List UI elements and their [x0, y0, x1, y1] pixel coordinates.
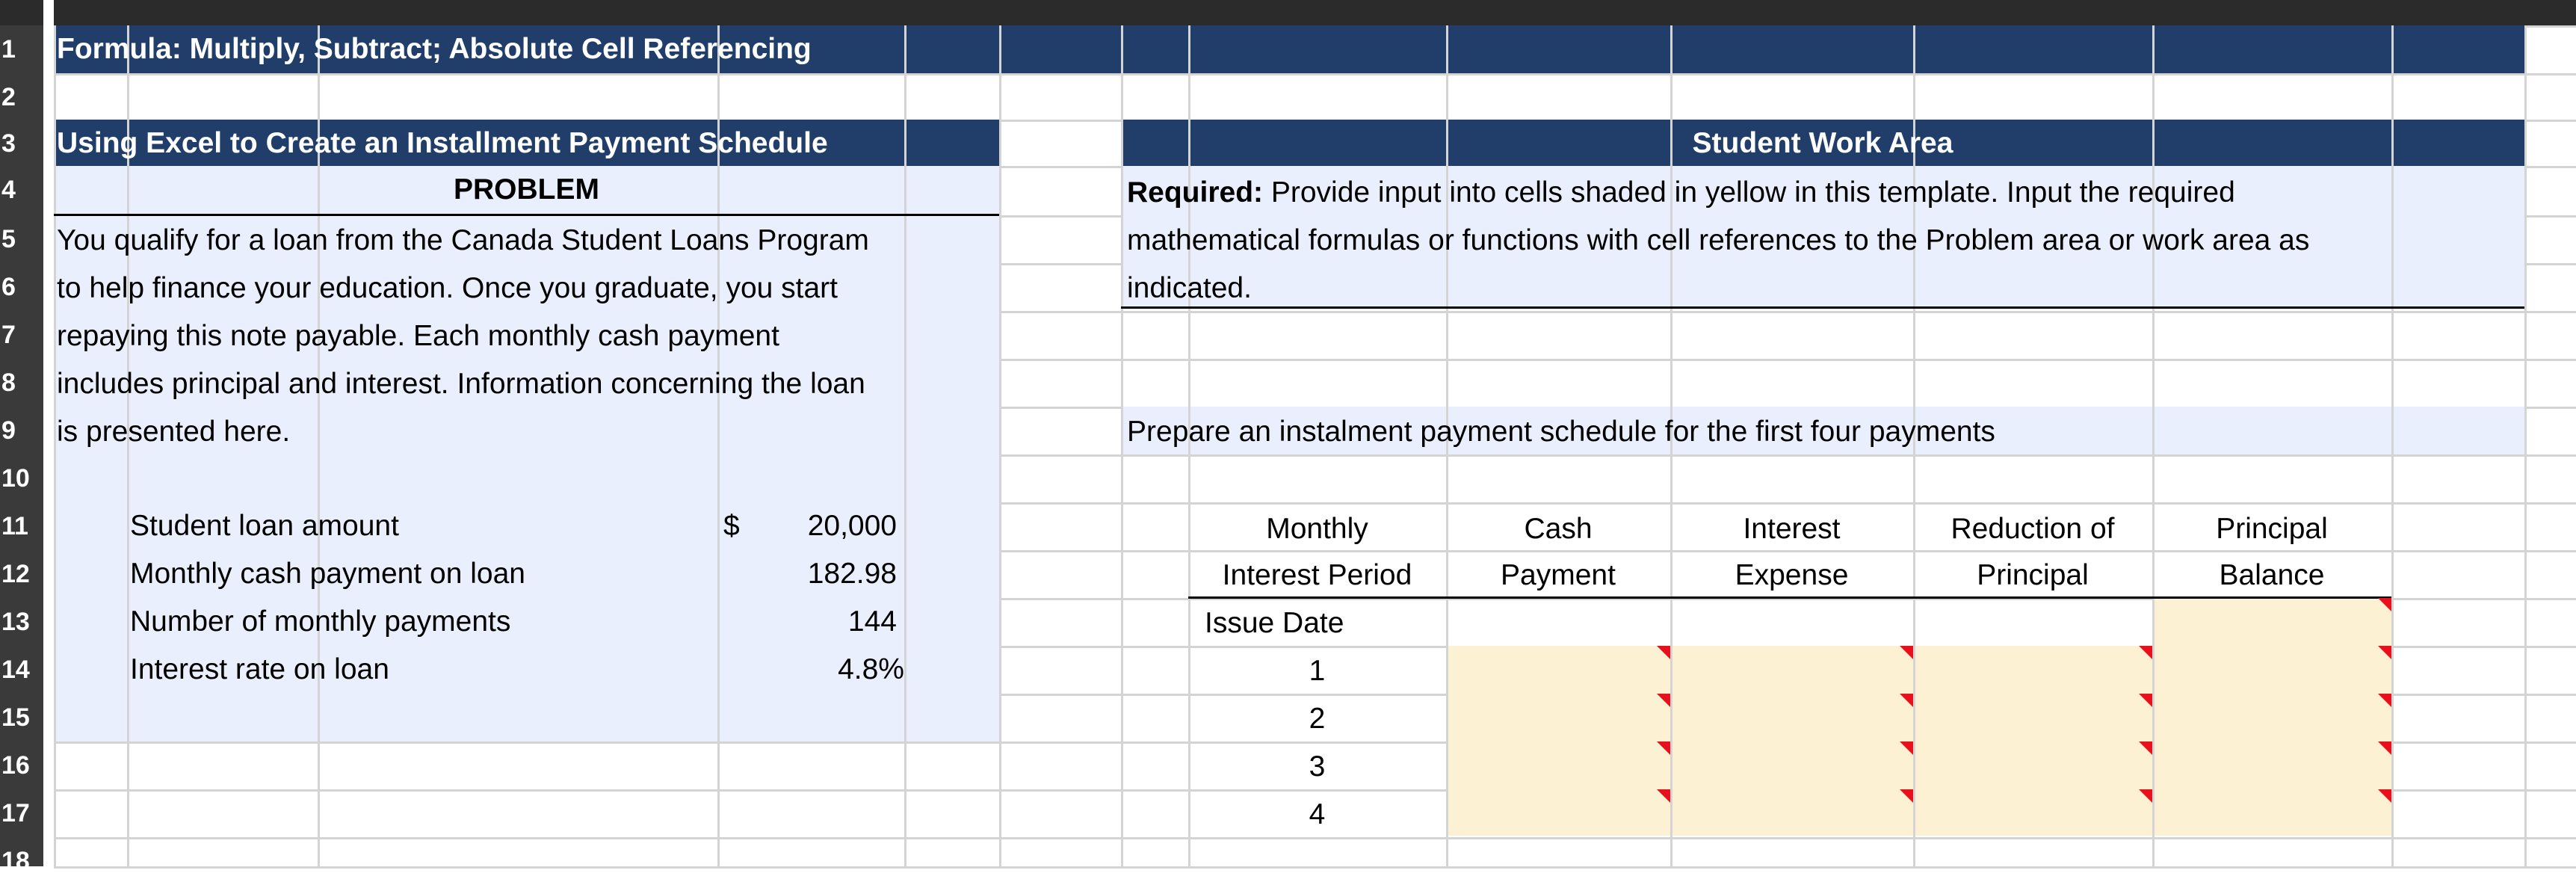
interest-rate-value[interactable]: 4.8% — [838, 653, 904, 685]
required-underline — [1121, 306, 2524, 309]
col-header-expense[interactable]: Expense — [1735, 559, 1849, 591]
row-number[interactable]: 7 — [1, 321, 16, 349]
comment-marker-icon[interactable] — [1657, 741, 1670, 755]
required-label: Required: — [1127, 176, 1264, 209]
column-gridline — [904, 25, 906, 866]
row-number[interactable]: 4 — [1, 176, 16, 204]
period-issue-date[interactable]: Issue Date — [1205, 607, 1344, 639]
period-4[interactable]: 4 — [1309, 798, 1326, 830]
top-header-strip — [0, 0, 2576, 25]
number-of-payments-value[interactable]: 144 — [847, 605, 897, 638]
comment-marker-icon[interactable] — [1900, 646, 1913, 659]
comment-marker-icon[interactable] — [2139, 646, 2152, 659]
col-header-principal-2[interactable]: Principal — [2216, 513, 2328, 545]
row-number[interactable]: 6 — [1, 273, 16, 301]
problem-subheader-underline — [54, 214, 999, 216]
row-number[interactable]: 17 — [1, 799, 30, 827]
column-gridline — [54, 25, 56, 866]
comment-marker-icon[interactable] — [2139, 789, 2152, 803]
row-number[interactable]: 18 — [1, 847, 30, 875]
prepare-instruction[interactable]: Prepare an instalment payment schedule for the first four payments — [1127, 416, 1995, 448]
problem-text-line[interactable]: to help finance your education. Once you graduate, you start — [57, 272, 838, 304]
row-number[interactable]: 1 — [1, 35, 16, 64]
row-number[interactable]: 12 — [1, 560, 30, 588]
row-number[interactable]: 9 — [1, 416, 16, 445]
row-number[interactable]: 5 — [1, 225, 16, 253]
row-number[interactable]: 10 — [1, 464, 30, 493]
comment-marker-icon[interactable] — [1657, 646, 1670, 659]
monthly-payment-label[interactable]: Monthly cash payment on loan — [130, 558, 525, 590]
loan-amount-label[interactable]: Student loan amount — [130, 510, 399, 542]
comment-marker-icon[interactable] — [1900, 741, 1913, 755]
comment-marker-icon[interactable] — [2378, 741, 2391, 755]
comment-marker-icon[interactable] — [2378, 646, 2391, 659]
row-number[interactable]: 3 — [1, 129, 16, 158]
interest-rate-label[interactable]: Interest rate on loan — [130, 653, 389, 685]
period-1[interactable]: 1 — [1309, 655, 1326, 687]
period-2[interactable]: 2 — [1309, 703, 1326, 735]
col-header-payment[interactable]: Payment — [1501, 559, 1616, 591]
sheet-title[interactable]: Formula: Multiply, Subtract; Absolute Cell Referencing — [57, 33, 812, 65]
currency-symbol: $ — [723, 510, 740, 542]
monthly-payment-value[interactable]: 182.98 — [807, 558, 897, 590]
required-line-1[interactable] — [1127, 169, 2235, 217]
column-gridline — [2524, 25, 2527, 866]
required-line-2[interactable]: mathematical formulas or functions with cell references to the Problem area or work area as — [1127, 224, 2310, 256]
period-3[interactable]: 3 — [1309, 750, 1326, 783]
col-header-balance[interactable]: Balance — [2219, 559, 2325, 591]
problem-text-line[interactable]: includes principal and interest. Information concerning the loan — [57, 368, 865, 400]
col-header-monthly[interactable]: Monthly — [1266, 513, 1368, 545]
row-gridline — [54, 73, 2576, 75]
problem-text-line[interactable]: You qualify for a loan from the Canada Student Loans Program — [57, 224, 869, 256]
row-gridline — [54, 866, 2576, 869]
comment-marker-icon[interactable] — [2378, 694, 2391, 707]
problem-subheader[interactable]: PROBLEM — [454, 173, 599, 206]
column-gridline — [999, 25, 1001, 866]
number-of-payments-label[interactable]: Number of monthly payments — [130, 605, 511, 638]
col-header-reduction-of[interactable]: Reduction of — [1950, 513, 2115, 545]
comment-marker-icon[interactable] — [1657, 789, 1670, 803]
row-number[interactable]: 14 — [1, 656, 30, 684]
row-number[interactable]: 2 — [1, 83, 16, 111]
work-area-header[interactable]: Student Work Area — [1692, 127, 1953, 159]
loan-amount-value[interactable]: 20,000 — [807, 510, 897, 542]
problem-text-line[interactable]: repaying this note payable. Each monthly cash payment — [57, 320, 779, 352]
comment-marker-icon[interactable] — [2139, 741, 2152, 755]
row-header-divider — [43, 0, 54, 866]
schedule-input-area[interactable] — [1446, 646, 2391, 836]
comment-marker-icon[interactable] — [1657, 694, 1670, 707]
row-number[interactable]: 16 — [1, 751, 30, 780]
comment-marker-icon[interactable] — [1900, 789, 1913, 803]
comment-marker-icon[interactable] — [2378, 789, 2391, 803]
required-text: Provide input into cells shaded in yellow in this template. Input the required — [1263, 176, 2235, 209]
schedule-header-underline — [1188, 596, 2391, 599]
comment-marker-icon[interactable] — [2378, 598, 2391, 611]
col-header-principal[interactable]: Principal — [1977, 559, 2089, 591]
col-header-cash[interactable]: Cash — [1524, 513, 1593, 545]
principal-balance-issue-input[interactable] — [2152, 598, 2391, 646]
problem-text-line[interactable]: is presented here. — [57, 416, 291, 448]
row-number[interactable]: 8 — [1, 369, 16, 397]
comment-marker-icon[interactable] — [2139, 694, 2152, 707]
comment-marker-icon[interactable] — [1900, 694, 1913, 707]
col-header-interest[interactable]: Interest — [1743, 513, 1841, 545]
row-number[interactable]: 11 — [1, 512, 28, 540]
required-line-3[interactable]: indicated. — [1127, 272, 1252, 304]
problem-header[interactable]: Using Excel to Create an Installment Payment Schedule — [57, 127, 828, 159]
row-number[interactable]: 13 — [1, 608, 30, 636]
row-number[interactable]: 15 — [1, 703, 30, 732]
col-header-interest-period[interactable]: Interest Period — [1222, 559, 1412, 591]
